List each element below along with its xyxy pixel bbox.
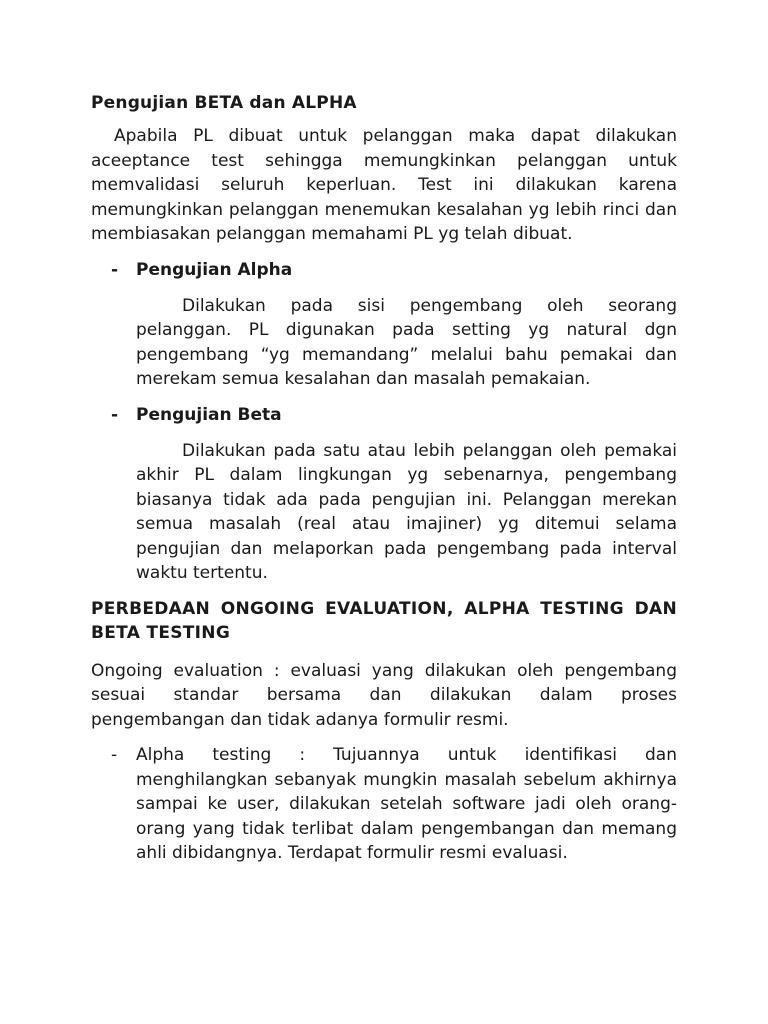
document-title: Pengujian BETA dan ALPHA [91,93,357,113]
alpha-heading [91,258,677,282]
bullet-dash: - [111,404,119,425]
beta-body: Dilakukan pada satu atau lebih pelanggan oleh pemakai akhir PL dalam lingkungan yg sebenarnya, pengembang biasanya tidak ada pada pengujian ini. Pelanggan merekan semua masalah (real atau imajiner) yg ditemui selama pengujian dan melaporkan pada pengembang pada interval waktu tertentu. [136,440,677,583]
beta-heading [91,403,677,427]
bullet-dash: - [111,259,119,280]
alpha-testing-item [91,743,677,866]
intro-paragraph: Apabila PL dibuat untuk pelanggan maka dapat dilakukan aceeptance test sehingga memungkinkan pelanggan untuk memvalidasi seluruh keperluan. Test ini dilakukan karena memungkinkan pelanggan menemukan kesalahan yg lebih rinci dan membiasakan pelanggan memahami PL yg telah dibuat. [91,126,677,244]
alpha-heading-label: Pengujian Alpha [136,259,293,280]
section2-heading: PERBEDAAN ONGOING EVALUATION, ALPHA TESTING DAN BETA TESTING [91,598,677,643]
beta-heading-label: Pengujian Beta [136,404,282,425]
alpha-body: Dilakukan pada sisi pengembang oleh seorang pelanggan. PL digunakan pada setting yg natural dgn pengembang “yg memandang” melalui bahu pemakai dan merekam semua kesalahan dan masalah pemakaian. [136,295,677,389]
alpha-testing-text: Alpha testing : Tujuannya untuk identifikasi dan menghilangkan sebanyak mungkin masalah sebelum akhirnya sampai ke user, dilakukan setelah software jadi oleh orang-orang yang tidak terlibat dalam pengembangan dan memang ahli dibidangnya. Terdapat formulir resmi evaluasi. [136,745,677,863]
ongoing-evaluation-paragraph: Ongoing evaluation : evaluasi yang dilakukan oleh pengembang sesuai standar bersama dan dilakukan dalam proses pengembangan dan tidak adanya formulir resmi. [91,660,677,730]
bullet-dash: - [111,745,118,765]
document-page [91,91,677,866]
